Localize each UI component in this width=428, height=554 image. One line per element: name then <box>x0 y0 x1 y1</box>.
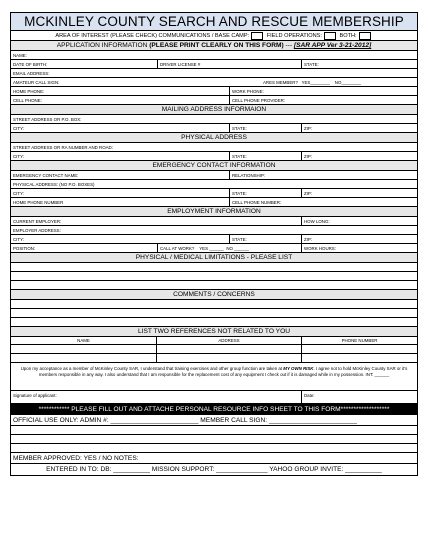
member-approved-row: MEMBER APPROVED: YES / NO NOTES: <box>11 453 417 464</box>
physical-city-label[interactable]: CITY: <box>13 154 24 159</box>
dob-label[interactable]: DATE OF BIRTH: <box>13 62 48 67</box>
amateur-call-sign-label[interactable]: AMATEUR CALL SIGN: <box>13 80 60 85</box>
cell-phone-row <box>11 96 417 105</box>
ref-phone-cell[interactable] <box>301 354 417 362</box>
ref-address-header: ADDRESS <box>156 337 301 344</box>
dl-state-label[interactable]: STATE: <box>301 60 417 68</box>
home-phone-label[interactable]: HOME PHONE: <box>13 89 45 94</box>
physical-address-header: PHYSICAL ADDRESS <box>11 133 417 143</box>
emergency-name-row <box>11 171 417 180</box>
official-line[interactable] <box>11 435 417 444</box>
limitations-header: PHYSICAL / MEDICAL LIMITATIONS - PLEASE LIST <box>11 253 417 263</box>
communications-checkbox[interactable] <box>251 32 263 40</box>
driver-license-label[interactable]: DRIVER LICENSE # <box>157 60 301 68</box>
employer-address-row[interactable] <box>11 226 417 235</box>
signature-row <box>11 391 417 404</box>
signature-label[interactable]: Signature of applicant: <box>13 393 57 398</box>
physical-zip-label[interactable]: ZIP: <box>301 152 417 160</box>
mailing-zip-label[interactable]: ZIP: <box>301 124 417 132</box>
emergency-name-label[interactable]: EMERGENCY CONTACT NAME: <box>13 173 79 178</box>
ares-member-label: ARES MEMBER? <box>263 80 298 85</box>
call-at-work-no: NO ______ <box>226 246 249 251</box>
employer-city-row <box>11 235 417 244</box>
relationship-label[interactable]: RELATIONSHIP: <box>229 171 417 179</box>
emergency-contact-header: EMERGENCY CONTACT INFORMATION <box>11 161 417 171</box>
mailing-city-label[interactable]: CITY: <box>13 126 24 131</box>
employment-header: EMPLOYMENT INFORMATION <box>11 207 417 217</box>
reference-row[interactable] <box>11 354 417 363</box>
ares-yes-label: YES <box>301 80 311 85</box>
both-checkbox[interactable] <box>359 32 371 40</box>
mailing-address-header: MAILING ADDRESS INFORMAION <box>11 105 417 115</box>
name-label: NAME: <box>13 53 27 58</box>
emergency-address-row[interactable] <box>11 180 417 189</box>
area-of-interest-row <box>11 31 417 41</box>
email-row[interactable] <box>11 69 417 78</box>
how-long-label[interactable]: HOW LONG: <box>301 217 417 225</box>
emergency-city-label[interactable]: CITY: <box>13 191 24 196</box>
emergency-home-phone-label[interactable]: HOME PHONE NUMBER <box>13 200 64 205</box>
attach-resource-banner: ************ PLEASE FILL OUT AND ATTACHE PERSONAL RESOURCE INFO SHEET TO THIS FORM******************* <box>11 404 417 415</box>
employer-state-label[interactable]: STATE: <box>229 235 301 243</box>
cell-phone-label[interactable]: CELL PHONE: <box>13 98 42 103</box>
position-label[interactable]: POSITION: <box>13 246 36 251</box>
work-phone-label[interactable]: WORK PHONE: <box>229 87 417 95</box>
references-header: LIST TWO REFERENCES NOT RELATED TO YOU <box>11 327 417 337</box>
home-phone-row <box>11 87 417 96</box>
limitations-line[interactable] <box>11 281 417 290</box>
ack-text-a: Upon my acceptance as a member of McKinley County SAR, I understand that training exercises and other group function are taken at <box>20 366 284 371</box>
physical-city-row <box>11 152 417 161</box>
current-employer-label[interactable]: CURRENT EMPLOYER: <box>13 219 62 224</box>
date-label[interactable]: Date: <box>301 391 417 403</box>
app-info-bold: (PLEASE PRINT CLEARLY ON THIS FORM) <box>149 42 284 49</box>
employer-city-label[interactable]: CITY: <box>13 237 24 242</box>
field-operations-label: FIELD OPERATIONS: <box>266 33 322 39</box>
limitations-line[interactable] <box>11 263 417 272</box>
cell-provider-label[interactable]: CELL PHONE PROVIDER: <box>229 96 417 104</box>
ack-text-b: . I agree not to hold McKinley County SAR or it's members responsible in any way. I also understand that I am responsible for the replacement cost of any equipment I check out if it is damaged while in my possession. INT: ______ <box>38 366 408 377</box>
app-info-prefix: APPLICATION INFORMATION <box>56 42 150 49</box>
call-at-work-yes: YES ______ <box>199 246 224 251</box>
official-line[interactable] <box>11 426 417 435</box>
work-hours-label[interactable]: WORK HOURS: <box>301 244 417 252</box>
position-row <box>11 244 417 253</box>
ref-name-cell[interactable] <box>11 354 156 362</box>
call-at-work-field[interactable] <box>157 244 301 252</box>
references-column-headers <box>11 337 417 345</box>
dob-row <box>11 60 417 69</box>
ref-name-cell[interactable] <box>11 345 156 353</box>
ref-phone-cell[interactable] <box>301 345 417 353</box>
limitations-line[interactable] <box>11 272 417 281</box>
comments-header: COMMENTS / CONCERNS <box>11 290 417 300</box>
mailing-street-label: STREET ADDRESS OR P.O. BOX: <box>13 117 82 122</box>
emergency-address-label: PHYSICAL ADDRESS: (NO P.O. BOXES) <box>13 182 95 187</box>
app-version: [SAR APP Ver 3-21-2012] <box>293 42 372 49</box>
both-label: BOTH: <box>339 33 357 39</box>
emergency-phone-row <box>11 198 417 207</box>
form-title: MCKINLEY COUNTY SEARCH AND RESCUE MEMBERSHIP <box>11 13 417 31</box>
mailing-state-label[interactable]: STATE: <box>229 124 301 132</box>
application-info-header <box>11 41 417 51</box>
name-row[interactable] <box>11 51 417 60</box>
comments-line[interactable] <box>11 300 417 309</box>
ares-no-label: NO <box>334 80 342 85</box>
reference-row[interactable] <box>11 345 417 354</box>
comments-line[interactable] <box>11 318 417 327</box>
amateur-row <box>11 78 417 87</box>
ref-phone-header: PHONE NUMBER <box>301 337 417 344</box>
membership-application-form <box>10 12 418 476</box>
emergency-cell-phone-label[interactable]: CELL PHONE NUMBER: <box>229 198 417 206</box>
area-of-interest-label: AREA OF INTEREST (PLEASE CHECK) COMMUNICATIONS / BASE CAMP: <box>55 33 250 39</box>
mailing-street-row[interactable] <box>11 115 417 124</box>
comments-line[interactable] <box>11 309 417 318</box>
employer-row <box>11 217 417 226</box>
ares-member-field[interactable]: ARES MEMBER? YES________ NO________ <box>263 80 361 85</box>
physical-street-row[interactable] <box>11 143 417 152</box>
emergency-city-row <box>11 189 417 198</box>
app-info-dash: --- <box>283 42 294 49</box>
emergency-state-label[interactable]: STATE: <box>229 189 301 197</box>
official-line[interactable] <box>11 444 417 453</box>
ref-address-cell[interactable] <box>156 354 301 362</box>
entered-in-row: ENTERED IN TO: DB: __________ MISSION SUPPORT: ______________ YAHOO GROUP INVITE: __________ <box>46 466 382 473</box>
physical-state-label[interactable]: STATE: <box>229 152 301 160</box>
ack-own-risk: MY OWN RISK <box>283 366 314 371</box>
physical-street-label: STREET ADDRESS OR RA NUMBER AND ROAD: <box>13 145 113 150</box>
emergency-zip-label[interactable]: ZIP: <box>301 189 417 197</box>
ref-address-cell[interactable] <box>156 345 301 353</box>
employer-zip-label[interactable]: ZIP: <box>301 235 417 243</box>
ref-name-header: NAME <box>77 338 90 343</box>
call-at-work-label: CALL AT WORK? <box>160 246 195 251</box>
field-operations-checkbox[interactable] <box>324 32 336 40</box>
official-use-row: OFFICIAL USE ONLY: ADMIN #: ________________________ MEMBER CALL SIGN: ________________________ <box>11 415 417 426</box>
acknowledgement-text <box>11 363 417 391</box>
employer-address-label: EMPLOYER ADDRESS: <box>13 228 61 233</box>
mailing-city-row <box>11 124 417 133</box>
email-label: EMAIL ADDRESS: <box>13 71 50 76</box>
